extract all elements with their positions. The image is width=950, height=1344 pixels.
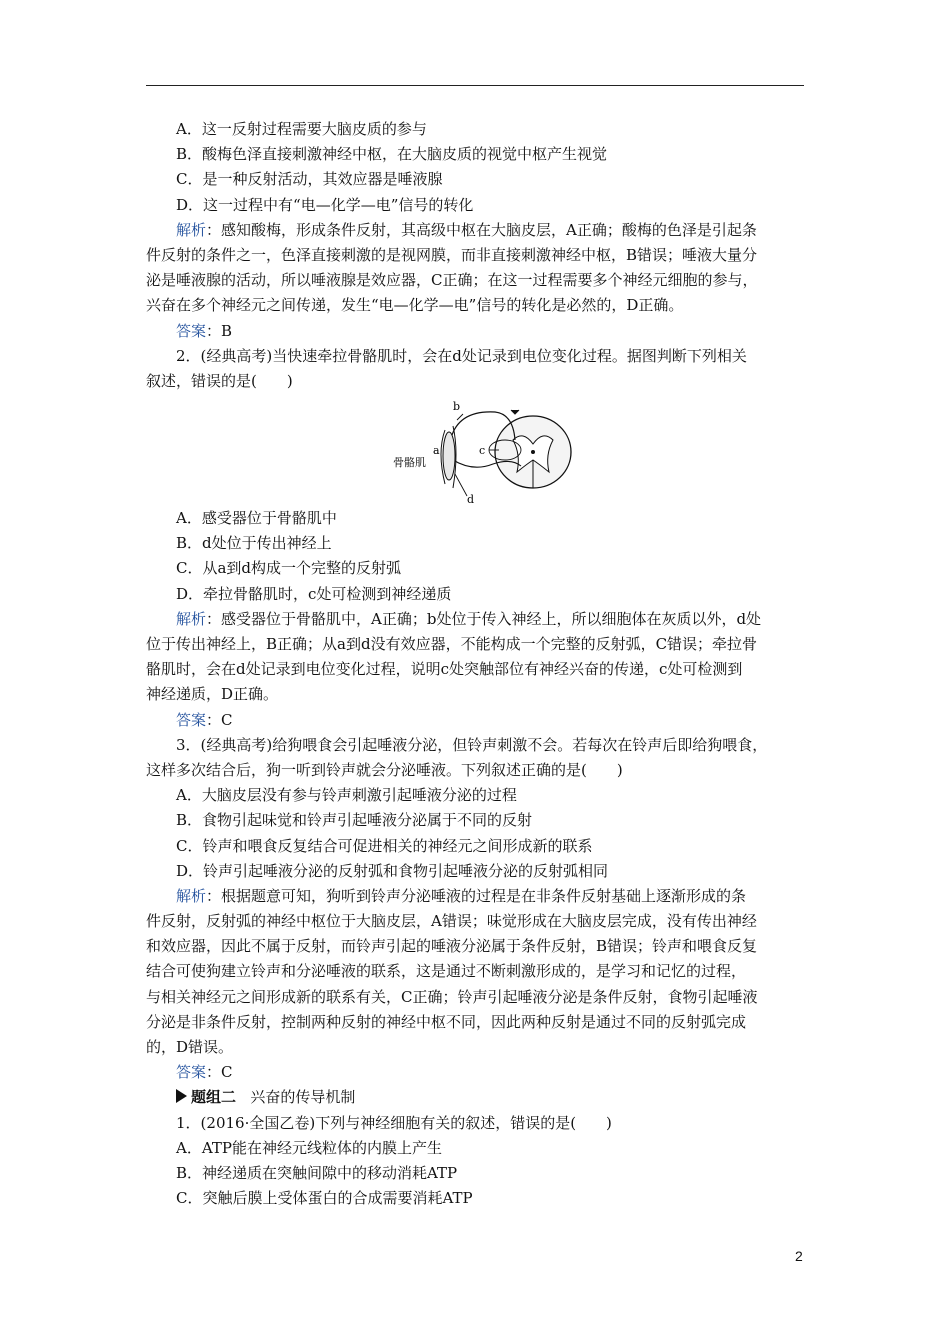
label-b: b bbox=[453, 400, 461, 414]
analysis-text: ：根据题意可知，狗听到铃声分泌唾液的过程是在非条件反射基础上逐渐形成的条 bbox=[206, 886, 747, 905]
q1-option-d: D．这一过程中有“电—化学—电”信号的转化 bbox=[176, 195, 474, 214]
answer-value: ：B bbox=[206, 321, 233, 340]
q1-analysis-line bbox=[146, 218, 806, 243]
q3-option-c: C．铃声和喂食反复结合可促进相关的神经元之间形成新的联系 bbox=[176, 836, 593, 855]
ganglion-mark bbox=[511, 410, 519, 414]
header-rule bbox=[146, 85, 804, 86]
q2-option-d: D．牵拉骨骼肌时，c处可检测到神经递质 bbox=[176, 584, 452, 603]
q1-analysis-line: 泌是唾液腺的活动，所以唾液腺是效应器，C正确；在这一过程需要多个神经元细胞的参与， bbox=[146, 271, 758, 290]
q3-analysis-line: 和效应器，因此不属于反射，而铃声引起的唾液分泌属于条件反射，B错误；铃声和喂食反复 bbox=[146, 937, 758, 956]
page-number: 2 bbox=[795, 1248, 803, 1264]
analysis-label: 解析 bbox=[176, 886, 207, 905]
q3-option-b: B．食物引起味觉和铃声引起唾液分泌属于不同的反射 bbox=[176, 811, 533, 830]
answer-label: 答案 bbox=[176, 710, 207, 729]
d-leader bbox=[455, 474, 467, 496]
q3-stem: 3．(经典高考)给狗喂食会引起唾液分泌，但铃声刺激不会。若每次在铃声后即给狗喂食， bbox=[176, 735, 768, 754]
q2-option-a: A．感受器位于骨骼肌中 bbox=[176, 509, 337, 528]
q3-analysis-line: 件反射，反射弧的神经中枢位于大脑皮层，A错误；味觉形成在大脑皮层完成，没有传出神经 bbox=[146, 912, 757, 931]
q3-option-d: D．铃声引起唾液分泌的反射弧和食物引起唾液分泌的反射弧相同 bbox=[176, 861, 609, 880]
q3-answer bbox=[146, 1060, 806, 1085]
central-canal bbox=[531, 450, 535, 454]
q2-option-c: C．从a到d构成一个完整的反射弧 bbox=[176, 559, 402, 578]
document-body bbox=[146, 117, 806, 1211]
q3-analysis-line: 与相关神经元之间形成新的联系有关，C正确；铃声引起唾液分泌是条件反射，食物引起唾液 bbox=[146, 987, 758, 1006]
group2-heading bbox=[146, 1085, 806, 1110]
q3-analysis-line: 结合可使狗建立铃声和分泌唾液的联系，这是通过不断刺激形成的，是学习和记忆的过程， bbox=[146, 962, 747, 981]
q3-analysis-line: 分泌是非条件反射，控制两种反射的神经中枢不同，因此两种反射是通过不同的反射弧完成 bbox=[146, 1012, 747, 1031]
spinal-cord-diagram bbox=[393, 400, 573, 504]
answer-value: ：C bbox=[206, 1063, 233, 1082]
q1-option-b: B．酸梅色泽直接刺激神经中枢，在大脑皮质的视觉中枢产生视觉 bbox=[176, 145, 608, 164]
g2q1-option-c: C．突触后膜上受体蛋白的合成需要消耗ATP bbox=[176, 1189, 473, 1208]
skeletal-muscle bbox=[443, 432, 455, 480]
q1-answer bbox=[146, 319, 806, 344]
g2q1-option-a: A．ATP能在神经元线粒体的内膜上产生 bbox=[176, 1138, 442, 1157]
q2-option-b: B．d处位于传出神经上 bbox=[176, 534, 332, 553]
q2-stem: 叙述，错误的是( ) bbox=[146, 371, 293, 390]
q2-answer bbox=[146, 708, 806, 733]
label-c: c bbox=[479, 444, 486, 458]
q3-stem: 这样多次结合后，狗一听到铃声就会分泌唾液。下列叙述正确的是( ) bbox=[146, 760, 623, 779]
q3-option-a: A．大脑皮层没有参与铃声刺激引起唾液分泌的过程 bbox=[176, 786, 517, 805]
play-triangle-icon bbox=[176, 1089, 187, 1103]
q2-analysis-line: 位于传出神经上，B正确；从a到d没有效应器，不能构成一个完整的反射弧，C错误；牵拉骨 bbox=[146, 635, 758, 653]
analysis-label: 解析 bbox=[176, 220, 207, 239]
reflex-arc-figure bbox=[146, 394, 806, 506]
label-d: d bbox=[467, 493, 475, 505]
q2-stem: 2．(经典高考)当快速牵拉骨骼肌时，会在d处记录到电位变化过程。据图判断下列相关 bbox=[176, 346, 747, 365]
analysis-text: ：感受器位于骨骼肌中，A正确；b处位于传入神经上，所以细胞体在灰质以外，d处 bbox=[206, 609, 762, 628]
group2-title: 题组二 bbox=[191, 1088, 237, 1107]
q2-analysis-line: 骼肌时，会在d处记录到电位变化过程，说明c处突触部位有神经兴奋的传递，c处可检测到 bbox=[146, 660, 743, 679]
b-leader bbox=[457, 414, 463, 420]
q2-analysis-line bbox=[146, 607, 806, 632]
group2-subtitle: 兴奋的传导机制 bbox=[250, 1088, 356, 1107]
label-a: a bbox=[433, 444, 440, 458]
g2q1-stem: 1．(2016·全国乙卷)下列与神经细胞有关的叙述，错误的是( ) bbox=[176, 1113, 612, 1132]
q1-analysis-line: 兴奋在多个神经元之间传递，发生“电—化学—电”信号的转化是必然的，D正确。 bbox=[146, 296, 684, 315]
q3-analysis-line bbox=[146, 884, 806, 909]
analysis-text: ：感知酸梅，形成条件反射，其高级中枢在大脑皮层，A正确；酸梅的色泽是引起条 bbox=[206, 220, 757, 239]
analysis-label: 解析 bbox=[176, 609, 207, 628]
answer-label: 答案 bbox=[176, 321, 207, 340]
q3-analysis-line: 的，D错误。 bbox=[146, 1038, 234, 1056]
q1-option-c: C．是一种反射活动，其效应器是唾液腺 bbox=[176, 170, 443, 189]
label-muscle: 骨骼肌 bbox=[393, 456, 426, 470]
q2-analysis-line: 神经递质，D正确。 bbox=[146, 685, 279, 704]
g2q1-option-b: B．神经递质在突触间隙中的移动消耗ATP bbox=[176, 1163, 458, 1182]
q1-analysis-line: 件反射的条件之一，色泽直接刺激的是视网膜，而非直接刺激神经中枢，B错误；唾液大量分 bbox=[146, 245, 758, 264]
q1-option-a: A．这一反射过程需要大脑皮质的参与 bbox=[176, 120, 427, 138]
answer-value: ：C bbox=[206, 710, 233, 729]
answer-label: 答案 bbox=[176, 1063, 207, 1082]
